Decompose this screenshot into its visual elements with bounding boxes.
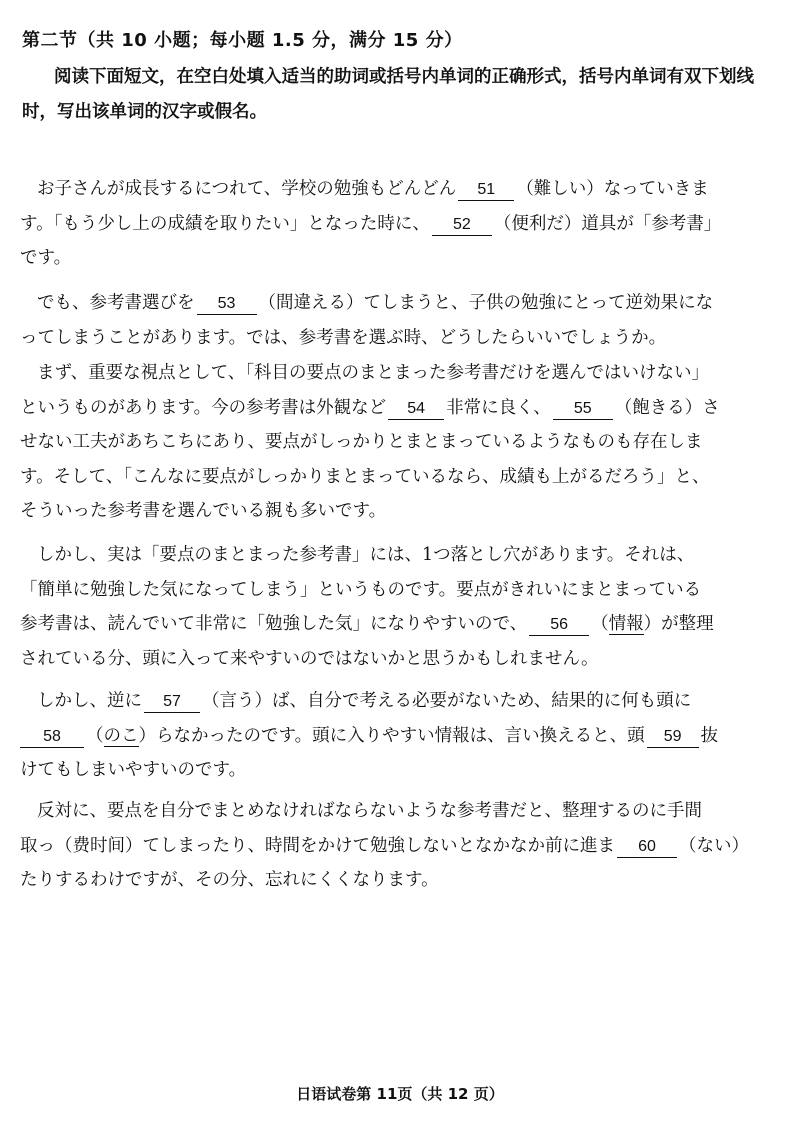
blank-53[interactable]: 53 [197,294,257,315]
passage-text: というものがあります。今の参考書は外観など [20,397,387,418]
blank-56[interactable]: 56 [529,615,589,636]
passage-paragraph-3 [20,356,780,529]
passage-text: たりするわけですが、その分、忘れにくくなります。 [20,870,439,890]
blank-52[interactable]: 52 [432,215,492,236]
passage-text: ってしまうことがあります。では、参考書を選ぶ時、どうしたらいいでしょうか。 [20,327,667,348]
passage-text: しかし、逆に [37,691,142,711]
passage-text: 参考書は、読んでいて非常に「勉強した気」になりやすいので、 [20,614,528,634]
passage-text: 抜 [700,725,719,746]
passage-text: す。そして、「こんなに要点がしっかりまとまっているなら、成績も上がるだろう」と、 [20,466,710,487]
blank-51[interactable]: 51 [458,180,514,201]
double-underlined-word: 情報 [608,614,644,634]
passage-text: （ [591,614,609,634]
passage-text: （間違える）てしまうと、子供の勉強にとって逆効果にな [258,293,714,313]
blank-54[interactable]: 54 [388,399,444,420]
passage-paragraph-1 [20,172,780,276]
passage-text: 取っ（费时间）てしまったり、時間をかけて勉強しないとなかなか前に進ま [20,835,615,856]
blank-59[interactable]: 59 [647,727,699,748]
passage-text: ）が整理 [643,614,714,634]
passage-text: しかし、実は「要点のまとまった参考書」には、1つ落とし穴があります。それは、 [37,545,695,565]
passage-text: （ [86,725,104,746]
passage-text: されている分、頭に入って来やすいのではないかと思うかもしれません。 [20,648,599,669]
passage-paragraph-6 [20,794,780,898]
passage-text: （便利だ）道具が「参考書」 [493,213,722,234]
instructions-text: 阅读下面短文，在空白处填入适当的助词或括号内单词的正确形式，括号内单词有双下划线时，写出该单词的汉字或假名。 [22,67,754,122]
passage-text: す。「もう少し上の成績を取りたい」となった時に、 [20,213,430,234]
double-underlined-word: のこ [103,725,139,746]
passage-text: （飽きる）さ [614,397,720,418]
passage-text: 「簡単に勉強した気になってしまう」というものです。要点がきれいにまとまっている [20,579,702,600]
passage-paragraph-4 [20,538,780,676]
passage-text: お子さんが成長するにつれて、学校の勉強もどんどん [37,179,457,199]
passage-text: 非常に良く、 [446,397,551,418]
blank-57[interactable]: 57 [144,692,200,713]
passage-paragraph-5 [20,684,780,788]
section-heading: 第二节（共 10 小题；每小题 1.5 分，满分 15 分） [22,30,463,51]
blank-58[interactable]: 58 [20,727,84,748]
passage-text: ）らなかったのです。頭に入りやすい情報は、言い換えると、頭 [138,725,645,746]
blank-55[interactable]: 55 [553,399,613,420]
passage-text: けてもしまいやすいのです。 [20,760,247,780]
passage-text: まず、重要な視点として、「科目の要点のまとまった参考書だけを選んではいけない」 [37,363,709,383]
passage-text: でも、参考書選びを [37,293,195,313]
passage-text: です。 [20,248,72,268]
passage-text: そういった参考書を選んでいる親も多いです。 [20,501,387,521]
passage-text: （難しい）なっていきま [516,179,709,199]
page-footer: 日语试卷第 11页（共 12 页） [296,1085,504,1103]
passage-text: せない工夫があちこちにあり、要点がしっかりとまとまっているようなものも存在しま [20,432,703,452]
instructions [22,60,778,130]
passage-text: （ない） [679,835,749,856]
passage-text: 反対に、要点を自分でまとめなければならないような参考書だと、整理するのに手間 [37,801,702,821]
passage-paragraph-2 [20,286,780,355]
blank-60[interactable]: 60 [617,837,677,858]
passage-text: （言う）ば、自分で考える必要がないため、結果的に何も頭に [202,691,692,711]
